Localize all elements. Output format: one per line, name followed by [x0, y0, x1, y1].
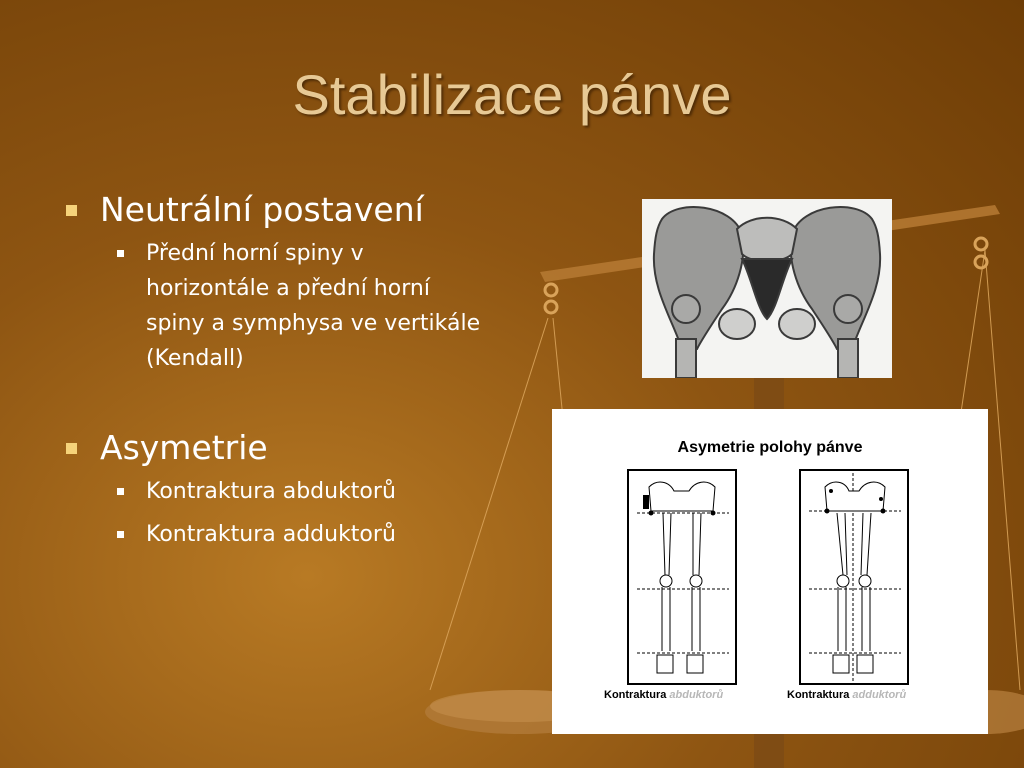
bullet-square-icon [66, 443, 77, 454]
sub-bullet-text: Přední horní spiny v horizontále a přední horní spiny a symphysa ve vertikále (Kendall) [146, 241, 481, 371]
sub-bullet [62, 474, 502, 509]
figure-title: Asymetrie polohy pánve [677, 439, 863, 456]
bullet-asymmetry [62, 428, 502, 468]
caption-abductor [604, 689, 723, 701]
bullet-square-icon [117, 488, 124, 495]
bullet-square-icon [117, 531, 124, 538]
sub-bullet [62, 236, 502, 376]
pelvis-image [642, 199, 892, 378]
sub-bullet [62, 517, 502, 552]
caption-faded: adduktorů [852, 689, 907, 701]
sub-bullet-text: Kontraktura adduktorů [146, 522, 396, 547]
sub-bullet-text: Kontraktura abduktorů [146, 479, 396, 504]
bullet-text: Asymetrie [100, 428, 268, 467]
caption-bold: Kontraktura [787, 689, 850, 701]
bullet-square-icon [117, 250, 124, 257]
skeleton-abductor-diagram [627, 469, 737, 685]
asymmetry-figure [552, 409, 988, 734]
caption-adductor [787, 689, 906, 701]
bullet-list [62, 190, 502, 552]
caption-faded: abduktorů [669, 689, 724, 701]
bullet-neutral [62, 190, 502, 230]
bullet-text: Neutrální postavení [100, 190, 424, 229]
caption-bold: Kontraktura [604, 689, 667, 701]
bullet-square-icon [66, 205, 77, 216]
skeleton-adductor-diagram [799, 469, 909, 685]
slide-title: Stabilizace pánve [292, 63, 732, 126]
